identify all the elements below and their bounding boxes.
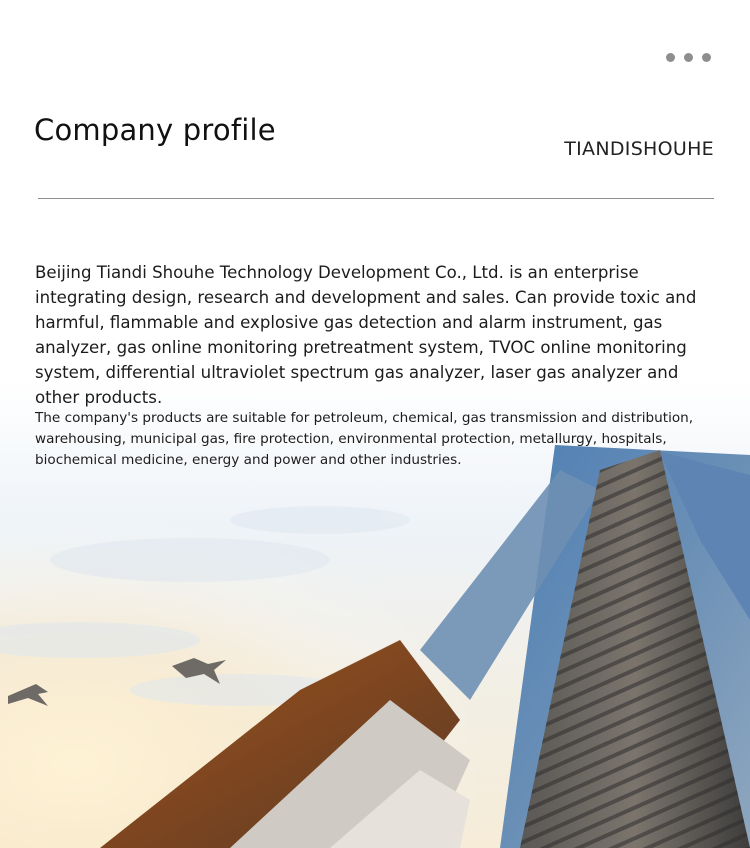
page-title: Company profile (34, 113, 276, 147)
intro-paragraph: Beijing Tiandi Shouhe Technology Development Co., Ltd. is an enterprise integrating design, research and development and sales. Can provide toxic and harmful, flammable and explosive gas detection and alarm instrument, gas analyzer, gas online monitoring pretreatment system, TVOC online monitoring system, differential ultraviolet spectrum gas analyzer, laser gas analyzer and other products. (35, 263, 697, 407)
dot (666, 53, 675, 62)
divider (38, 198, 714, 199)
industries-paragraph: The company's products are suitable for petroleum, chemical, gas transmission and distribution, warehousing, municipal gas, fire protection, environmental protection, metallurgy, hospitals, biochemical medicine, energy and power and other industries. (35, 410, 694, 468)
dot (702, 53, 711, 62)
more-dots-icon[interactable] (666, 53, 711, 62)
brand-label: TIANDISHOUHE (564, 138, 714, 160)
dot (684, 53, 693, 62)
